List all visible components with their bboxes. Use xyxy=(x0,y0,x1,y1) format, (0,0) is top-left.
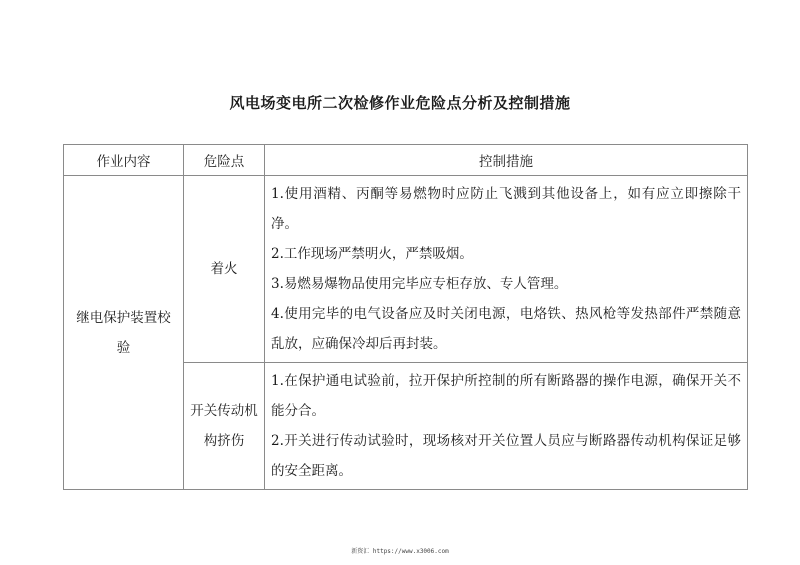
hazard-cell: 开关传动机构挤伤 xyxy=(184,363,265,490)
measure-item: 4.使用完毕的电气设备应及时关闭电源，电烙铁、热风枪等发热部件严禁随意乱放，应确保冷却后再封装。 xyxy=(271,306,741,352)
measure-item: 1.使用酒精、丙酮等易燃物时应防止飞溅到其他设备上，如有应立即擦除干净。 xyxy=(271,186,741,232)
work-content-cell: 继电保护装置校验 xyxy=(64,176,184,490)
measure-item: 2.开关进行传动试验时，现场核对开关位置人员应与断路器传动机构保证足够的安全距离。 xyxy=(271,433,741,479)
measure-item: 2.工作现场严禁明火，严禁吸烟。 xyxy=(271,246,473,262)
hazard-control-table xyxy=(63,144,748,490)
table-header-row xyxy=(64,145,748,176)
document-title: 风电场变电所二次检修作业危险点分析及控制措施 xyxy=(229,94,571,112)
measure-item: 1.在保护通电试验前，拉开保护所控制的所有断路器的操作电源，确保开关不能分合。 xyxy=(271,373,741,419)
footer-watermark: 新资汇 https://www.x3006.com xyxy=(351,548,449,555)
measure-item: 3.易燃易爆物品使用完毕应专柜存放、专人管理。 xyxy=(271,276,568,292)
hazard-cell: 着火 xyxy=(184,176,265,363)
header-hazard-point: 危险点 xyxy=(184,145,265,176)
header-control-measures: 控制措施 xyxy=(265,145,748,176)
table-row xyxy=(64,176,748,363)
measures-cell xyxy=(265,176,748,363)
measures-cell xyxy=(265,363,748,490)
header-work-content: 作业内容 xyxy=(64,145,184,176)
